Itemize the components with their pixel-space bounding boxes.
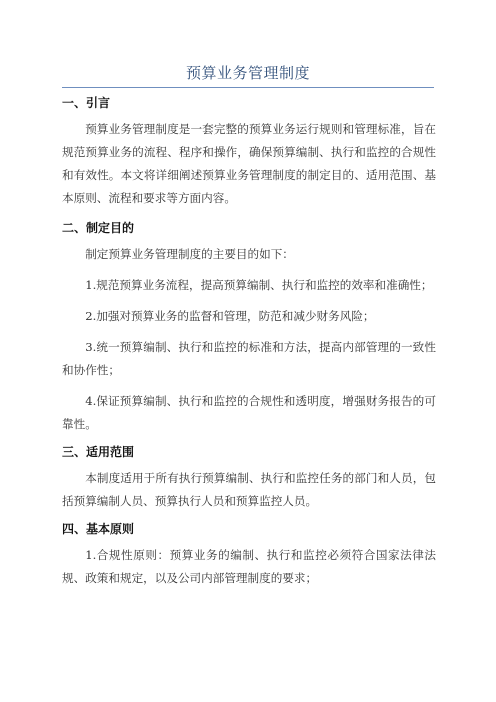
document-body: [62, 93, 436, 590]
section-introduction: [62, 93, 436, 210]
paragraph: 本制度适用于所有执行预算编制、执行和监控任务的部门和人员，包括预算编制人员、预算执行人员和预算监控人员。: [62, 471, 436, 508]
list-item: 4.保证预算编制、执行和监控的合规性和透明度，增强财务报告的可靠性。: [62, 394, 436, 431]
title-divider: [62, 87, 434, 88]
section-heading: 一、引言: [62, 96, 111, 110]
list-item: 2.加强对预算业务的监督和管理，防范和减少财务风险；: [85, 309, 375, 323]
list-item: 1.规范预算业务流程，提高预算编制、执行和监控的效率和准确性；: [85, 278, 433, 292]
section-scope: [62, 442, 436, 513]
section-principles: [62, 519, 436, 590]
section-heading: 二、制定目的: [62, 221, 135, 235]
section-heading: 四、基本原则: [62, 522, 135, 536]
paragraph: 制定预算业务管理制度的主要目的如下：: [85, 247, 294, 261]
document-title: 预算业务管理制度: [185, 64, 310, 82]
list-item: 1.合规性原则：预算业务的编制、执行和监控必须符合国家法律法规、政策和规定，以及公司内部管理制度的要求；: [62, 548, 436, 585]
section-heading: 三、适用范围: [62, 445, 135, 459]
list-item: 3.统一预算编制、执行和监控的标准和方法，提高内部管理的一致性和协作性；: [62, 340, 436, 377]
paragraph: 预算业务管理制度是一套完整的预算业务运行规则和管理标准，旨在规范预算业务的流程、程序和操作，确保预算编制、执行和监控的合规性和有效性。本文将详细阐述预算业务管理制度的制定目的、适用范围、基本原则、流程和要求等方面内容。: [62, 122, 436, 205]
section-purpose: [62, 218, 436, 436]
